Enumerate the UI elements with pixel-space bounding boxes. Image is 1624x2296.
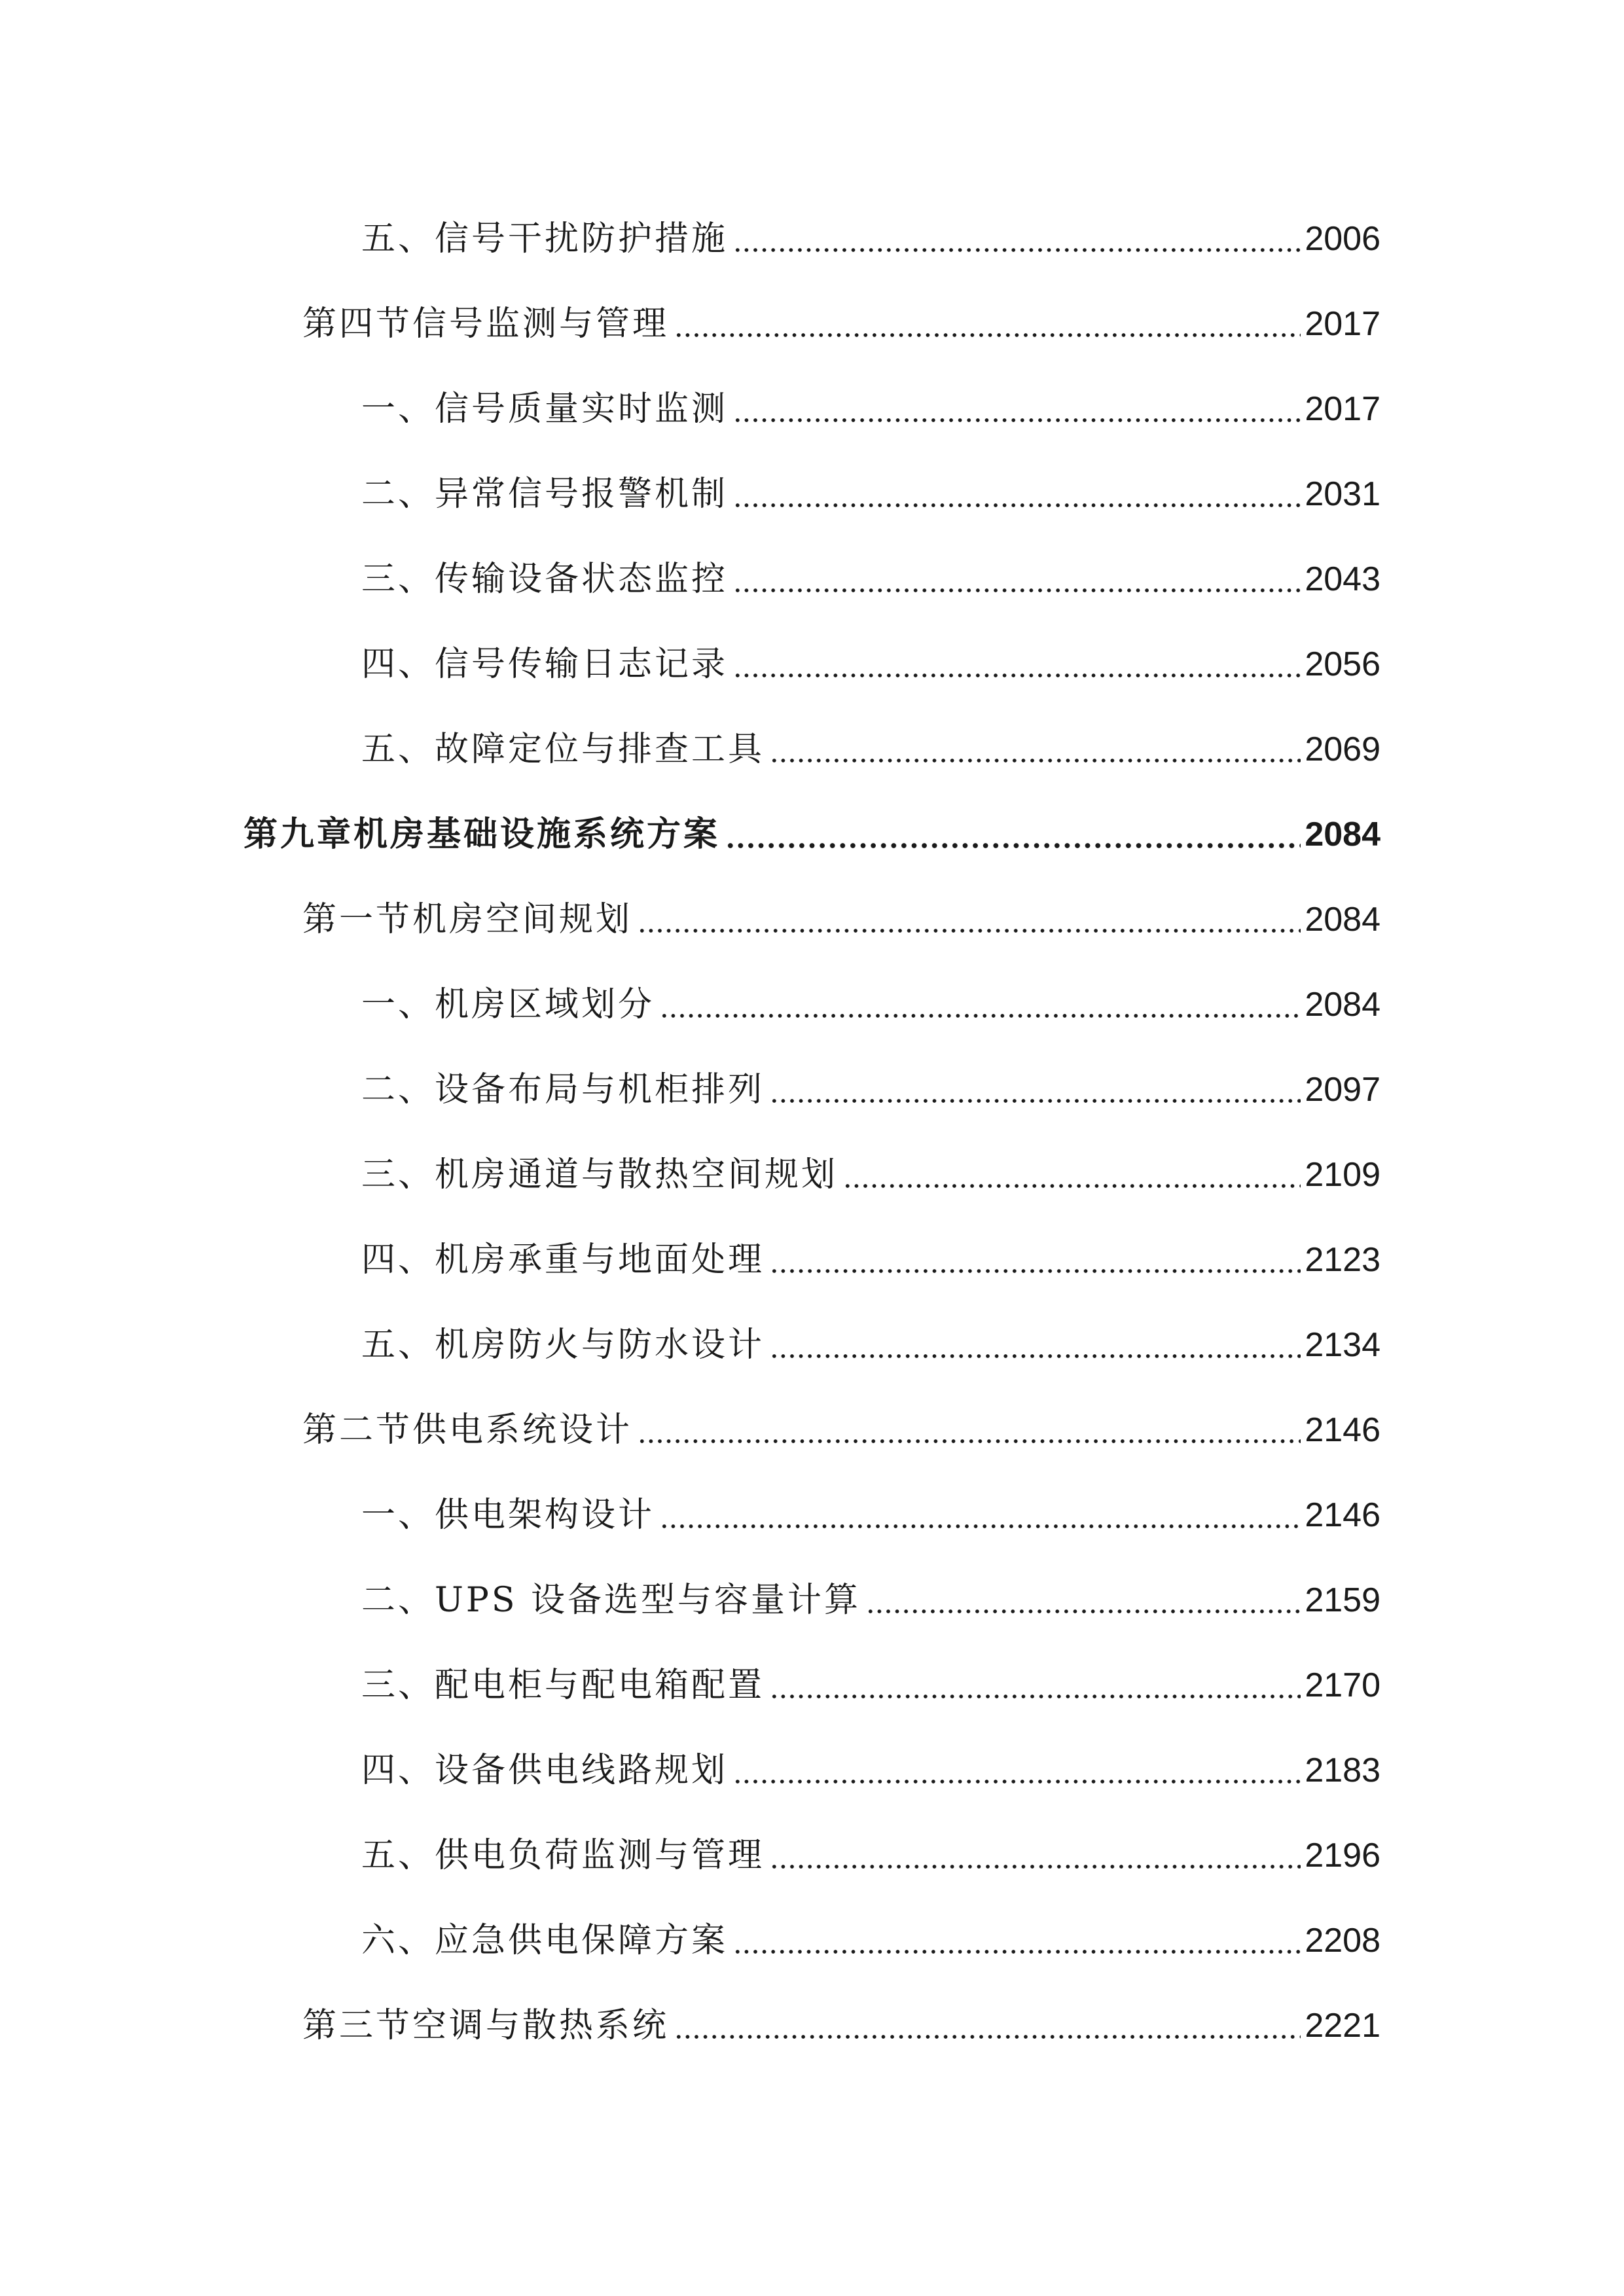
- toc-dot-leader: [733, 645, 1301, 679]
- toc-entry-page: 2134: [1305, 1326, 1380, 1364]
- toc-entry-page: 2084: [1305, 901, 1380, 939]
- toc-entry-page: 2006: [1305, 220, 1380, 258]
- toc-entry-title: 第二节供电系统设计: [302, 1410, 633, 1450]
- toc-entry[interactable]: [361, 1064, 1380, 1116]
- toc-entry-page: 2221: [1305, 2007, 1380, 2045]
- toc-entry-page: 2084: [1305, 816, 1380, 853]
- toc-entry-title: 二、设备布局与机柜排列: [361, 1070, 765, 1109]
- toc-entry-title: 五、故障定位与排查工具: [361, 730, 765, 769]
- toc-dot-leader: [638, 1410, 1301, 1444]
- toc-entry-page: 2097: [1305, 1071, 1380, 1109]
- toc-entry-title: 二、异常信号报警机制: [361, 475, 729, 514]
- toc-entry-page: 2183: [1305, 1751, 1380, 1789]
- toc-entry[interactable]: [361, 723, 1380, 776]
- toc-dot-leader: [843, 1155, 1301, 1189]
- toc-entry-title: 三、传输设备状态监控: [361, 560, 729, 599]
- toc-entry[interactable]: [361, 1489, 1380, 1541]
- toc-entry-page: 2056: [1305, 645, 1380, 683]
- toc-entry-page: 2208: [1305, 1922, 1380, 1960]
- toc-entry-page: 2196: [1305, 1837, 1380, 1874]
- toc-dot-leader: [770, 1836, 1301, 1870]
- toc-entry-page: 2170: [1305, 1666, 1380, 1704]
- toc-dot-leader: [725, 815, 1301, 849]
- toc-entry-title: 二、UPS 设备选型与容量计算: [361, 1581, 861, 1620]
- toc-entry-title: 四、机房承重与地面处理: [361, 1240, 765, 1280]
- toc-entry-page: 2084: [1305, 986, 1380, 1024]
- toc-entry[interactable]: [361, 468, 1380, 520]
- toc-entry[interactable]: [361, 1574, 1380, 1626]
- toc-dot-leader: [733, 1751, 1301, 1785]
- toc-entry-title: 三、配电柜与配电箱配置: [361, 1666, 765, 1705]
- toc-dot-leader: [733, 389, 1301, 423]
- toc-entry[interactable]: [361, 1914, 1380, 1967]
- toc-dot-leader: [733, 560, 1301, 594]
- toc-dot-leader: [770, 1070, 1301, 1104]
- toc-entry-title: 四、设备供电线路规划: [361, 1751, 729, 1790]
- toc-entry-page: 2159: [1305, 1581, 1380, 1619]
- toc-dot-leader: [674, 2006, 1301, 2040]
- toc-entry[interactable]: [302, 893, 1380, 946]
- toc-entry[interactable]: [361, 1149, 1380, 1201]
- toc-entry-title: 一、机房区域划分: [361, 985, 655, 1024]
- toc-entry[interactable]: [361, 1319, 1380, 1371]
- toc-entry[interactable]: [361, 1744, 1380, 1797]
- toc-entry-page: 2069: [1305, 730, 1380, 768]
- toc-entry-page: 2146: [1305, 1496, 1380, 1534]
- toc-entry[interactable]: [361, 213, 1380, 265]
- toc-dot-leader: [674, 304, 1301, 338]
- toc-entry[interactable]: [361, 1829, 1380, 1882]
- toc-entry[interactable]: [302, 2000, 1380, 2052]
- toc-entry-title: 四、信号传输日志记录: [361, 645, 729, 684]
- toc-entry-title: 第九章机房基础设施系统方案: [244, 814, 721, 854]
- toc-dot-leader: [770, 1666, 1301, 1700]
- toc-entry-page: 2109: [1305, 1156, 1380, 1194]
- toc-entry[interactable]: [361, 1659, 1380, 1712]
- toc-entry[interactable]: [361, 978, 1380, 1031]
- toc-entry-page: 2017: [1305, 305, 1380, 343]
- toc-dot-leader: [770, 730, 1301, 764]
- toc-entry-title: 六、应急供电保障方案: [361, 1921, 729, 1960]
- toc-chapter-entry[interactable]: [244, 808, 1380, 861]
- toc-dot-leader: [770, 1240, 1301, 1274]
- toc-entry[interactable]: [302, 1404, 1380, 1456]
- toc-entry-page: 2031: [1305, 475, 1380, 513]
- toc-dot-leader: [660, 985, 1301, 1019]
- toc-entry-title: 一、信号质量实时监测: [361, 389, 729, 429]
- toc-entry[interactable]: [361, 553, 1380, 605]
- toc-dot-leader: [733, 219, 1301, 253]
- toc-entry-title: 第三节空调与散热系统: [302, 2006, 670, 2045]
- toc-entry-title: 第四节信号监测与管理: [302, 304, 670, 344]
- toc-entry-title: 五、机房防火与防水设计: [361, 1325, 765, 1365]
- toc-dot-leader: [733, 1921, 1301, 1955]
- toc-entry-title: 五、信号干扰防护措施: [361, 219, 729, 259]
- toc-dot-leader: [660, 1496, 1301, 1530]
- toc-entry[interactable]: [361, 638, 1380, 691]
- toc-dot-leader: [770, 1325, 1301, 1359]
- toc-entry-title: 第一节机房空间规划: [302, 900, 633, 939]
- toc-entry-page: 2146: [1305, 1411, 1380, 1449]
- toc-entry-title: 一、供电架构设计: [361, 1496, 655, 1535]
- toc-dot-leader: [638, 900, 1301, 934]
- toc-dot-leader: [866, 1581, 1301, 1615]
- toc-entry[interactable]: [361, 1234, 1380, 1286]
- toc-entry-page: 2017: [1305, 390, 1380, 428]
- toc-entry-page: 2043: [1305, 560, 1380, 598]
- toc-entry-page: 2123: [1305, 1241, 1380, 1279]
- toc-entry-title: 三、机房通道与散热空间规划: [361, 1155, 839, 1194]
- toc-dot-leader: [733, 475, 1301, 509]
- toc-entry[interactable]: [302, 298, 1380, 350]
- toc-entry[interactable]: [361, 383, 1380, 435]
- toc-entry-title: 五、供电负荷监测与管理: [361, 1836, 765, 1875]
